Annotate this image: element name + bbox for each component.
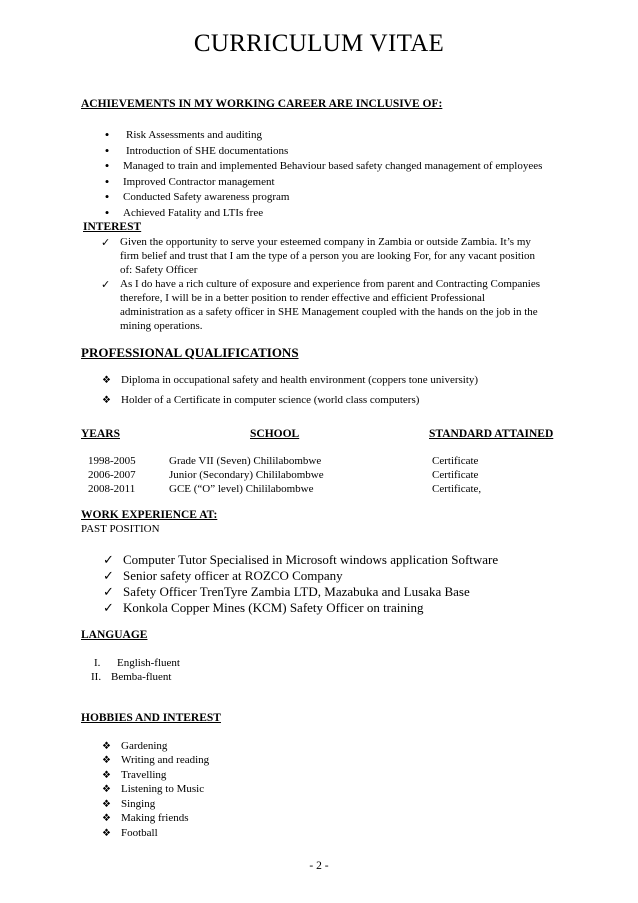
hobby-text: Singing (121, 798, 156, 810)
achievement-text: Achieved Fatality and LTIs free (123, 207, 264, 219)
hobby-text: Football (121, 827, 158, 839)
bullet-icon: • (104, 189, 110, 204)
hobby-text: Writing and reading (121, 754, 210, 766)
bullet-icon: • (104, 143, 110, 158)
cell-school: GCE (“O” level) Chililabombwe (169, 483, 314, 495)
achievement-text: Improved Contractor management (123, 176, 275, 188)
qualification-text: Holder of a Certificate in computer science (world class computers) (121, 394, 420, 406)
document-title: CURRICULUM VITAE (193, 30, 445, 57)
interest-line: firm belief and trust that I am the type of a person you are looking For, for any vacant position (120, 250, 536, 262)
language-text: English-fluent (117, 657, 180, 669)
diamond-icon: ❖ (102, 755, 111, 766)
check-icon: ✓ (103, 600, 114, 615)
interest-line: administration as a safety officer in SHE Management coupled with the hands on the job in the (120, 306, 538, 318)
list-number: II. (91, 671, 102, 683)
diamond-icon: ❖ (102, 395, 111, 406)
achievements-heading: ACHIEVEMENTS IN MY WORKING CAREER ARE INCLUSIVE OF: (81, 98, 443, 110)
position-text: Konkola Copper Mines (KCM) Safety Officer on training (123, 600, 424, 615)
check-icon: ✓ (103, 552, 114, 567)
work-subheading: PAST POSITION (81, 523, 160, 535)
cell-standard: Certificate, (432, 483, 482, 495)
cell-years: 1998-2005 (88, 455, 136, 467)
bullet-icon: • (104, 205, 110, 220)
position-text: Safety Officer TrenTyre Zambia LTD, Mazabuka and Lusaka Base (123, 584, 470, 599)
cell-years: 2006-2007 (88, 469, 136, 481)
achievement-text: Risk Assessments and auditing (126, 129, 262, 141)
cell-years: 2008-2011 (88, 483, 136, 495)
language-heading: LANGUAGE (81, 629, 148, 641)
bullet-icon: • (104, 127, 110, 142)
achievement-text: Conducted Safety awareness program (123, 191, 290, 203)
hobby-text: Travelling (121, 769, 167, 781)
check-icon: ✓ (101, 279, 111, 291)
page-number: - 2 - (309, 860, 329, 872)
cell-school: Grade VII (Seven) Chililabombwe (169, 455, 322, 467)
bullet-icon: • (104, 174, 110, 189)
interest-line: Given the opportunity to serve your esteemed company in Zambia or outside Zambia. It’s my (120, 236, 531, 248)
work-heading: WORK EXPERIENCE AT: (81, 509, 218, 521)
position-text: Computer Tutor Specialised in Microsoft windows application Software (123, 552, 499, 567)
check-icon: ✓ (103, 584, 114, 599)
diamond-icon: ❖ (102, 375, 111, 386)
diamond-icon: ❖ (102, 828, 111, 839)
interest-heading: INTEREST (83, 221, 142, 233)
diamond-icon: ❖ (102, 770, 111, 781)
list-number: I. (94, 657, 101, 669)
diamond-icon: ❖ (102, 813, 111, 824)
interest-line: of: Safety Officer (120, 264, 198, 276)
cell-standard: Certificate (432, 455, 479, 467)
diamond-icon: ❖ (102, 784, 111, 795)
qualification-text: Diploma in occupational safety and health environment (coppers tone university) (121, 374, 479, 386)
achievement-text: Introduction of SHE documentations (126, 145, 289, 157)
qualifications-heading: PROFESSIONAL QUALIFICATIONS (81, 345, 299, 360)
interest-line: As I do have a rich culture of exposure and experience from parent and Contracting Companies (120, 278, 540, 290)
bullet-icon: • (104, 158, 110, 173)
column-header-school: SCHOOL (250, 428, 300, 440)
hobby-text: Listening to Music (121, 783, 205, 795)
check-icon: ✓ (101, 237, 111, 249)
language-text: Bemba-fluent (111, 671, 172, 683)
cell-standard: Certificate (432, 469, 479, 481)
cell-school: Junior (Secondary) Chililabombwe (169, 469, 324, 481)
column-header-standard: STANDARD ATTAINED (429, 428, 554, 440)
hobby-text: Gardening (121, 740, 168, 752)
column-header-years: YEARS (81, 428, 120, 440)
diamond-icon: ❖ (102, 799, 111, 810)
check-icon: ✓ (103, 568, 114, 583)
interest-line: therefore, I will be in a better position to render effective and efficient Professional (120, 292, 485, 304)
hobbies-heading: HOBBIES AND INTEREST (81, 712, 221, 724)
hobby-text: Making friends (121, 812, 189, 824)
achievement-text: Managed to train and implemented Behaviour based safety changed management of employees (123, 160, 543, 172)
diamond-icon: ❖ (102, 741, 111, 752)
interest-line: mining operations. (120, 320, 203, 332)
position-text: Senior safety officer at ROZCO Company (123, 568, 343, 583)
